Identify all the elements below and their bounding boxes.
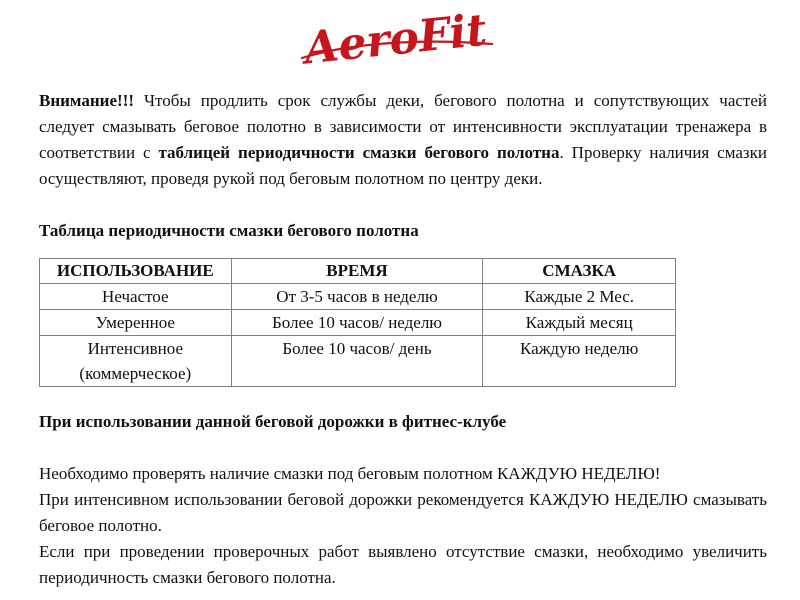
- cell-lube: Каждые 2 Мес.: [483, 284, 676, 310]
- cell-usage: Нечастое: [40, 284, 232, 310]
- club-heading: При использовании данной беговой дорожки в фитнес-клубе: [39, 412, 507, 431]
- header-time: ВРЕМЯ: [231, 259, 483, 284]
- cell-usage: Умеренное: [40, 310, 232, 336]
- cell-lube: Каждую неделю: [483, 336, 676, 387]
- club-paragraph-1: Необходимо проверять наличие смазки под беговым полотном КАЖДУЮ НЕДЕЛЮ!: [39, 464, 661, 483]
- lubrication-table: [39, 258, 676, 387]
- club-paragraph-3: Если при проведении проверочных работ выявлено отсутствие смазки, необходимо увеличить периодичность смазки бегового полотна.: [39, 542, 767, 587]
- table-reference: таблицей периодичности смазки бегового полотна: [158, 143, 560, 162]
- warning-text-1: Чтобы продлить срок службы деки, бегового полотна и сопутствующих частей следует смазывать беговое полотно в зависимости от интенсивности эксплуатации тренажера в соответствии с: [39, 91, 767, 162]
- aerofit-logo: [296, 4, 496, 76]
- header-usage: ИСПОЛЬЗОВАНИЕ: [40, 259, 232, 284]
- document-body: [39, 88, 767, 591]
- header-lube: СМАЗКА: [483, 259, 676, 284]
- cell-usage-line-1: Интенсивное: [87, 339, 184, 358]
- table-row: [40, 310, 676, 336]
- aerofit-logo-image: [296, 4, 496, 76]
- warning-prefix: Внимание!!!: [39, 91, 135, 110]
- table-row: [40, 336, 676, 387]
- table-title: Таблица периодичности смазки бегового полотна: [39, 221, 419, 240]
- cell-time: От 3-5 часов в неделю: [231, 284, 483, 310]
- cell-usage: [40, 336, 232, 387]
- cell-time: Более 10 часов/ неделю: [231, 310, 483, 336]
- cell-usage-line-2: (коммерческое): [79, 364, 192, 383]
- warning-paragraph: [39, 88, 767, 192]
- table-header-row: [40, 259, 676, 284]
- cell-time: Более 10 часов/ день: [231, 336, 483, 387]
- table-row: [40, 284, 676, 310]
- cell-lube: Каждый месяц: [483, 310, 676, 336]
- club-paragraph-2: При интенсивном использовании беговой дорожки рекомендуется КАЖДУЮ НЕДЕЛЮ смазывать беговое полотно.: [39, 490, 767, 535]
- warning-text-2: . Проверку наличия смазки осуществляют, проведя рукой под беговым полотном по центру деки.: [39, 143, 767, 188]
- svg-text:AeroFit: AeroFit: [301, 4, 490, 75]
